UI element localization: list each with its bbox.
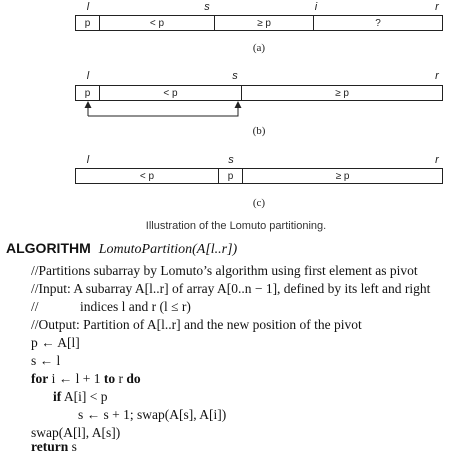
comment-line: //Partitions subarray by Lomuto’s algorithm using first element as pivot: [31, 263, 418, 278]
index-l: l: [86, 1, 90, 13]
cell-pivot: p: [219, 169, 243, 183]
keyword: if: [53, 389, 62, 404]
code-line: [31, 370, 141, 387]
keyword: return: [31, 439, 69, 454]
code-expr: r: [118, 371, 123, 386]
index-l: l: [86, 154, 90, 166]
index-s: s: [228, 154, 234, 166]
diagram-label: (a): [252, 42, 266, 54]
code-line: [53, 388, 108, 405]
code-line: [31, 438, 77, 455]
code-expr: s: [71, 439, 77, 454]
code-line: s ← s + 1; swap(A[s], A[i]): [78, 407, 227, 422]
cell-ge-p: ≥ p: [215, 16, 314, 30]
keyword: to: [103, 371, 116, 386]
code-line: s ← l: [31, 353, 61, 368]
index-s: s: [204, 1, 210, 13]
cell-less-than-p: < p: [100, 86, 242, 100]
index-r: r: [435, 154, 439, 166]
cell-ge-p: ≥ p: [335, 87, 349, 99]
cell-less-than-p: < p: [100, 16, 215, 30]
code-expr: A[i] < p: [63, 389, 108, 404]
figure-caption: Illustration of the Lomuto partitioning.: [145, 220, 327, 232]
array-bar: [75, 15, 443, 31]
comment-line: //Input: A subarray A[l..r] of array A[0..n − 1], defined by its left and right: [31, 281, 431, 296]
code-line: p ← A[l]: [31, 335, 80, 350]
keyword: for: [31, 371, 49, 386]
array-bar: [75, 168, 443, 184]
cell-pivot: p: [76, 16, 100, 30]
cell-less-than-p: < p: [76, 169, 219, 183]
comment-line: //Output: Partition of A[l..r] and the new position of the pivot: [31, 317, 362, 332]
algorithm-name: LomutoPartition(A[l..r]): [98, 242, 238, 257]
index-l: l: [86, 70, 90, 82]
cell-pivot: p: [76, 86, 100, 100]
index-r: r: [435, 1, 439, 13]
index-r: r: [435, 70, 439, 82]
keyword: do: [126, 371, 141, 386]
comment-line-continuation: indices l and r (l ≤ r): [80, 299, 191, 314]
diagram-label: (c): [252, 197, 266, 209]
index-i: i: [314, 1, 318, 13]
diagram-label: (b): [252, 125, 266, 137]
cell-unknown: ?: [375, 17, 381, 29]
comment-prefix: //: [31, 299, 39, 314]
cell-ge-p: ≥ p: [335, 170, 350, 182]
algorithm-keyword: ALGORITHM: [6, 240, 91, 256]
swap-arrow: [75, 100, 255, 120]
algorithm-header: [6, 240, 237, 258]
index-s: s: [232, 70, 238, 82]
array-bar: [75, 85, 443, 101]
comment-line: [31, 298, 39, 315]
code-line: swap(A[l], A[s]): [31, 425, 121, 440]
code-expr: i ← l + 1: [51, 371, 101, 386]
